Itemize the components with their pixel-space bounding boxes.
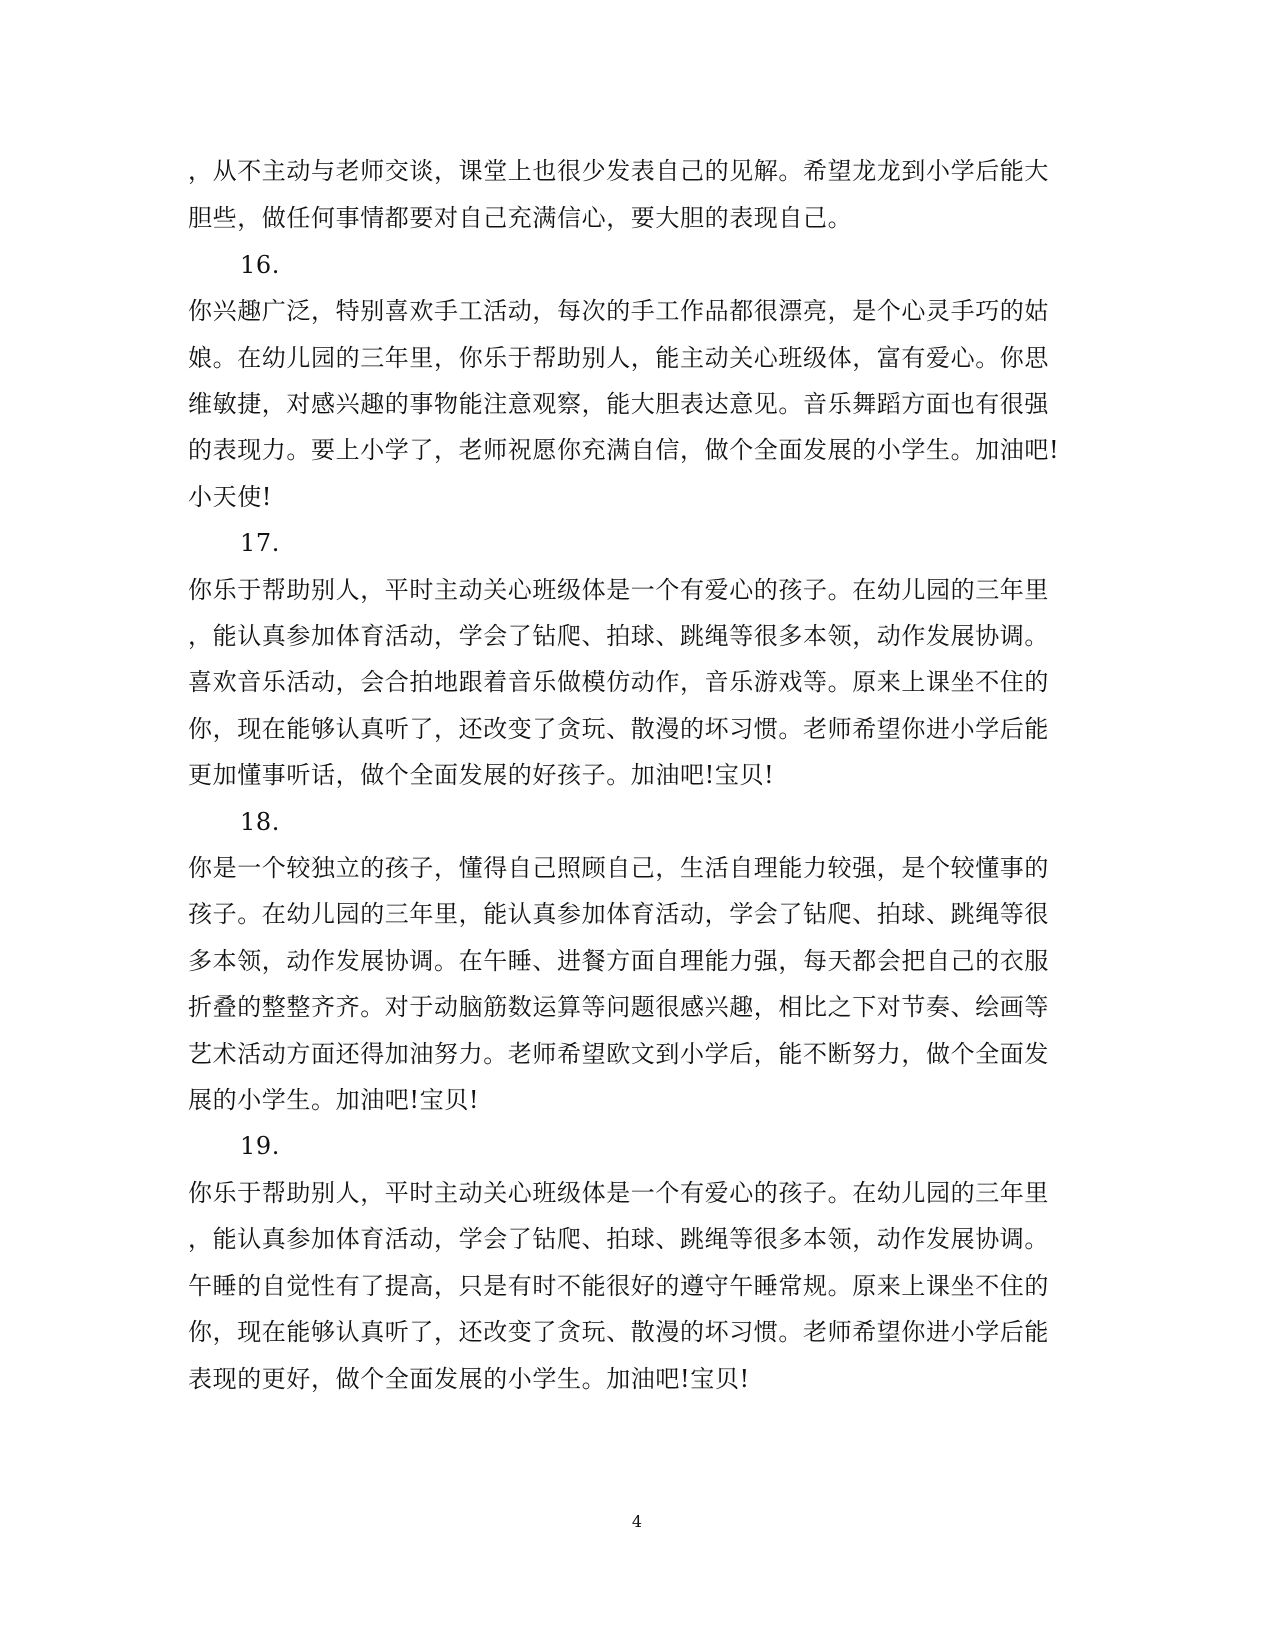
paragraph-line: 折叠的整整齐齐。对于动脑筋数运算等问题很感兴趣，相比之下对节奏、绘画等	[188, 993, 1049, 1021]
item-number: 17.	[240, 529, 280, 557]
paragraph-line: 你兴趣广泛，特别喜欢手工活动，每次的手工作品都很漂亮，是个心灵手巧的姑	[188, 297, 1049, 325]
paragraph-line: 娘。在幼儿园的三年里，你乐于帮助别人，能主动关心班级体，富有爱心。你思	[188, 344, 1049, 372]
paragraph-line: 你乐于帮助别人，平时主动关心班级体是一个有爱心的孩子。在幼儿园的三年里	[188, 1179, 1049, 1207]
paragraph-line: 艺术活动方面还得加油努力。老师希望欧文到小学后，能不断努力，做个全面发	[188, 1040, 1049, 1068]
page-number: 4	[631, 1512, 643, 1531]
item-number: 16.	[240, 251, 280, 279]
item-number: 18.	[240, 808, 280, 836]
paragraph-line: 孩子。在幼儿园的三年里，能认真参加体育活动，学会了钻爬、拍球、跳绳等很	[188, 900, 1049, 928]
paragraph-line: 展的小学生。加油吧!宝贝!	[188, 1086, 480, 1114]
paragraph-line: 的表现力。要上小学了，老师祝愿你充满自信，做个全面发展的小学生。加油吧!	[188, 436, 1060, 464]
paragraph-line: 你，现在能够认真听了，还改变了贪玩、散漫的坏习惯。老师希望你进小学后能	[188, 715, 1049, 743]
item-number: 19.	[240, 1132, 280, 1160]
paragraph-line: 你是一个较独立的孩子，懂得自己照顾自己，生活自理能力较强，是个较懂事的	[188, 854, 1049, 882]
paragraph-line: 你，现在能够认真听了，还改变了贪玩、散漫的坏习惯。老师希望你进小学后能	[188, 1318, 1049, 1346]
paragraph-line: 喜欢音乐活动，会合拍地跟着音乐做模仿动作，音乐游戏等。原来上课坐不住的	[188, 668, 1049, 696]
paragraph-line: ，能认真参加体育活动，学会了钻爬、拍球、跳绳等很多本领，动作发展协调。	[188, 1225, 1049, 1253]
paragraph-line: 小天使!	[188, 483, 273, 511]
paragraph-line: 更加懂事听话，做个全面发展的好孩子。加油吧!宝贝!	[188, 761, 775, 789]
paragraph-line: 你乐于帮助别人，平时主动关心班级体是一个有爱心的孩子。在幼儿园的三年里	[188, 576, 1049, 604]
paragraph-line: ，从不主动与老师交谈，课堂上也很少发表自己的见解。希望龙龙到小学后能大	[188, 157, 1049, 185]
paragraph-line: 午睡的自觉性有了提高，只是有时不能很好的遵守午睡常规。原来上课坐不住的	[188, 1272, 1049, 1300]
paragraph-line: 表现的更好，做个全面发展的小学生。加油吧!宝贝!	[188, 1365, 750, 1393]
paragraph-line: 多本领，动作发展协调。在午睡、进餐方面自理能力强，每天都会把自己的衣服	[188, 947, 1049, 975]
paragraph-line: 胆些，做任何事情都要对自己充满信心，要大胆的表现自己。	[188, 204, 853, 232]
paragraph-line: ，能认真参加体育活动，学会了钻爬、拍球、跳绳等很多本领，动作发展协调。	[188, 622, 1049, 650]
paragraph-line: 维敏捷，对感兴趣的事物能注意观察，能大胆表达意见。音乐舞蹈方面也有很强	[188, 390, 1049, 418]
